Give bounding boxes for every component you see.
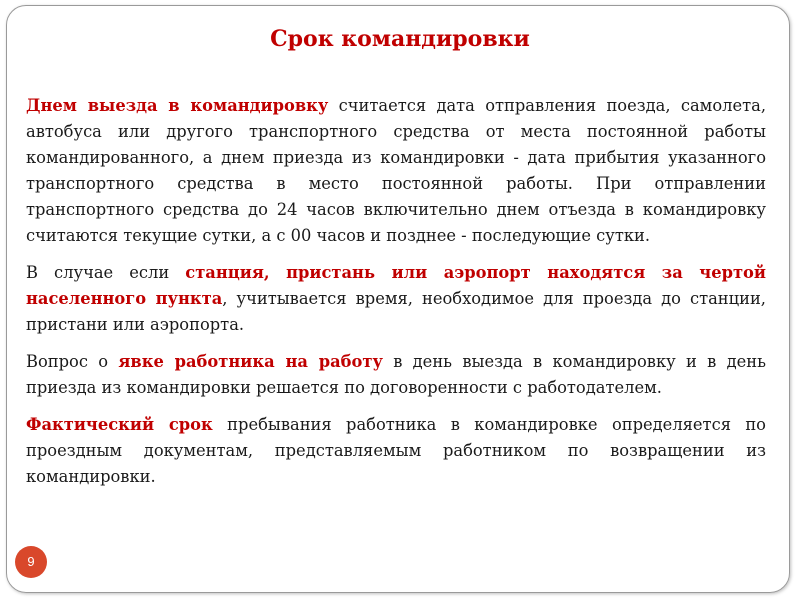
highlight-text: Фактический срок bbox=[26, 415, 213, 434]
slide-title: Срок командировки bbox=[270, 26, 530, 52]
body-text: В случае если bbox=[26, 263, 186, 282]
slide-body bbox=[26, 93, 766, 501]
highlight-text: станция, пристань или аэропорт находятся за чертой населенного пункта bbox=[26, 263, 766, 308]
body-text: считается дата отправления поезда, самолета, автобуса или другого транспортного средства от места постоянной работы командированного, а днем приезда из командировки - дата прибытия указанного транспортного средства в место постоянной работы. При отправлении транспортного средства до 24 часов включительно днем отъезда в командировку считаются текущие сутки, а с 00 часов и позднее - последующие сутки. bbox=[26, 96, 766, 245]
paragraph-actual-term bbox=[26, 412, 766, 490]
paragraph-departure-day bbox=[26, 93, 766, 249]
paragraph-work-attendance bbox=[26, 349, 766, 401]
body-text: в день выезда в командировку и в день приезда из командировки решается по договоренности с работодателем. bbox=[26, 352, 766, 397]
body-text: , учитывается время, необходимое для проезда до станции, пристани или аэропорта. bbox=[26, 289, 766, 334]
highlight-text: Днем выезда в командировку bbox=[26, 96, 329, 115]
highlight-text: явке работника на работу bbox=[118, 352, 383, 371]
paragraph-station-outside bbox=[26, 260, 766, 338]
page-number-badge: 9 bbox=[15, 546, 47, 578]
body-text: Вопрос о bbox=[26, 352, 119, 371]
body-text: пребывания работника в командировке определяется по проездным документам, представляемым работником по возвращении из командировки. bbox=[26, 415, 766, 486]
